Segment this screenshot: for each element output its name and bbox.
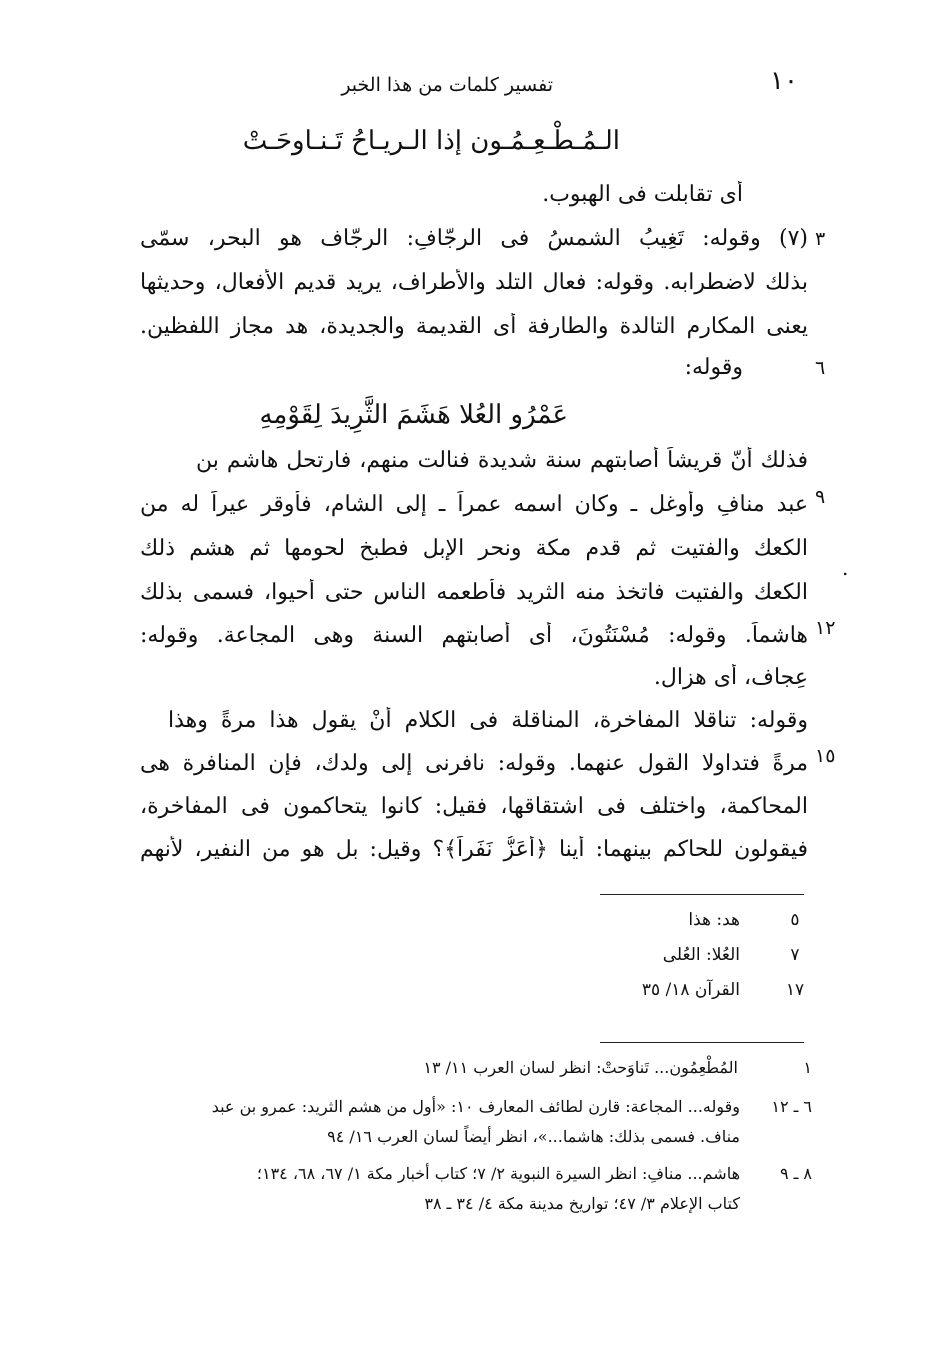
apparatus-line-number: ١٧ <box>785 980 805 1000</box>
body-line: أى تقابلت فى الهبوب. <box>542 182 743 207</box>
body-line: هاشماً. وقوله: مُسْنَتُونَ، أى أصابتهم السنة وهى المجاعة. وقوله: <box>140 623 808 648</box>
body-line: الكعك والفتيت ثم قدم مكة ونحر الإبل فطبخ لحومها ثم هشم ذلك <box>140 536 808 561</box>
footnote-number: ٨ ـ ٩ <box>779 1164 812 1183</box>
running-head: تفسير كلمات من هذا الخبر <box>341 74 553 96</box>
line-number: ٣ <box>815 228 826 250</box>
line-number: ٦ <box>815 357 826 379</box>
verse-line: عَمْرُو العُلا هَشَمَ الثَّرِيدَ لِقَوْمِهِ <box>259 400 568 430</box>
footnote-text: وقوله... المجاعة: قارن لطائف المعارف ١٠: «أول من هشم الثريد: عمرو بن عبد <box>211 1097 740 1116</box>
footnote-number: ٦ ـ ١٢ <box>771 1097 812 1116</box>
apparatus-note: العُلا: العُلى <box>662 945 740 965</box>
body-line: مرةً فتداولا القول عنهما. وقوله: نافرنى إلى ولدك، فإن المنافرة هى <box>140 751 808 776</box>
verse-line: الـمُـطْـعِـمُـون إذا الـريـاحُ تَـنـاوحَـتْ <box>242 126 620 156</box>
footnote-text: هاشم... منافِ: انظر السيرة النبوية ٢/ ٧؛ كتاب أخبار مكة ١/ ٦٧، ٦٨، ١٣٤؛ <box>256 1164 740 1183</box>
line-number: ١٥ <box>815 745 836 767</box>
apparatus-rule <box>600 894 804 895</box>
footnote-text: مناف. فسمى بذلك: هاشما...»، انظر أيضاً لسان العرب ١٦/ ٩٤ <box>327 1127 740 1146</box>
body-line: يعنى المكارم التالدة والطارفة أى القديمة والجديدة، هد مجاز اللفظين. <box>140 314 808 339</box>
apparatus-line-number: ٧ <box>790 945 800 965</box>
body-line: الكعك والفتيت فاتخذ منه الثريد فأطعمه الناس حتى أحيوا، فسمى بذلك <box>140 580 808 605</box>
apparatus-note: هد: هذا <box>688 910 740 930</box>
apparatus-line-number: ٥ <box>790 910 800 930</box>
body-line: عبد منافِ وأوغل ـ وكان اسمه عمراً ـ إلى الشام، فأوقر عيراً له من <box>140 492 808 517</box>
footnote-rule <box>600 1042 804 1043</box>
body-line: عِجاف، أى هزال. <box>653 665 808 690</box>
body-line: وقوله: <box>684 355 743 380</box>
page-number: ١٠ <box>770 66 798 96</box>
body-line: (٧) وقوله: تَغِيبُ الشمسُ فى الرجّافِ: الرجّاف هو البحر، سمّى <box>140 226 808 251</box>
footnote-text: كتاب الإعلام ٣/ ٤٧؛ تواريخ مدينة مكة ٤/ ٣٤ ـ ٣٨ <box>424 1194 740 1213</box>
line-number: ١٢ <box>815 617 836 639</box>
body-line: وقوله: تناقلا المفاخرة، المناقلة فى الكلام أنْ يقول هذا مرةً وهذا <box>168 708 808 733</box>
line-number: ٩ <box>815 486 826 508</box>
body-line: فيقولون للحاكم بينهما: أينا ﴿أَعَزُّ نَفَراً﴾؟ وقيل: بل هو من النفير، لأنهم <box>140 837 808 862</box>
margin-dot: . <box>842 556 849 580</box>
body-line: بذلك لاضطرابه. وقوله: فعال التلد والأطراف، يريد قديم الأفعال، وحديثها <box>140 270 808 295</box>
body-line: المحاكمة، واختلف فى اشتقاقها، فقيل: كانوا يتحاكمون فى المفاخرة، <box>140 794 808 819</box>
body-line: فذلك أنّ قريشاً أصابتهم سنة شديدة فنالت منهم، فارتحل هاشم بن <box>196 448 808 473</box>
footnote-number: ١ <box>803 1058 812 1077</box>
apparatus-note: القرآن ١٨/ ٣٥ <box>641 980 740 1000</box>
footnote-text: المُطْعِمُون... تَناوَحتْ: انظر لسان العرب ١١/ ١٣ <box>423 1058 738 1077</box>
